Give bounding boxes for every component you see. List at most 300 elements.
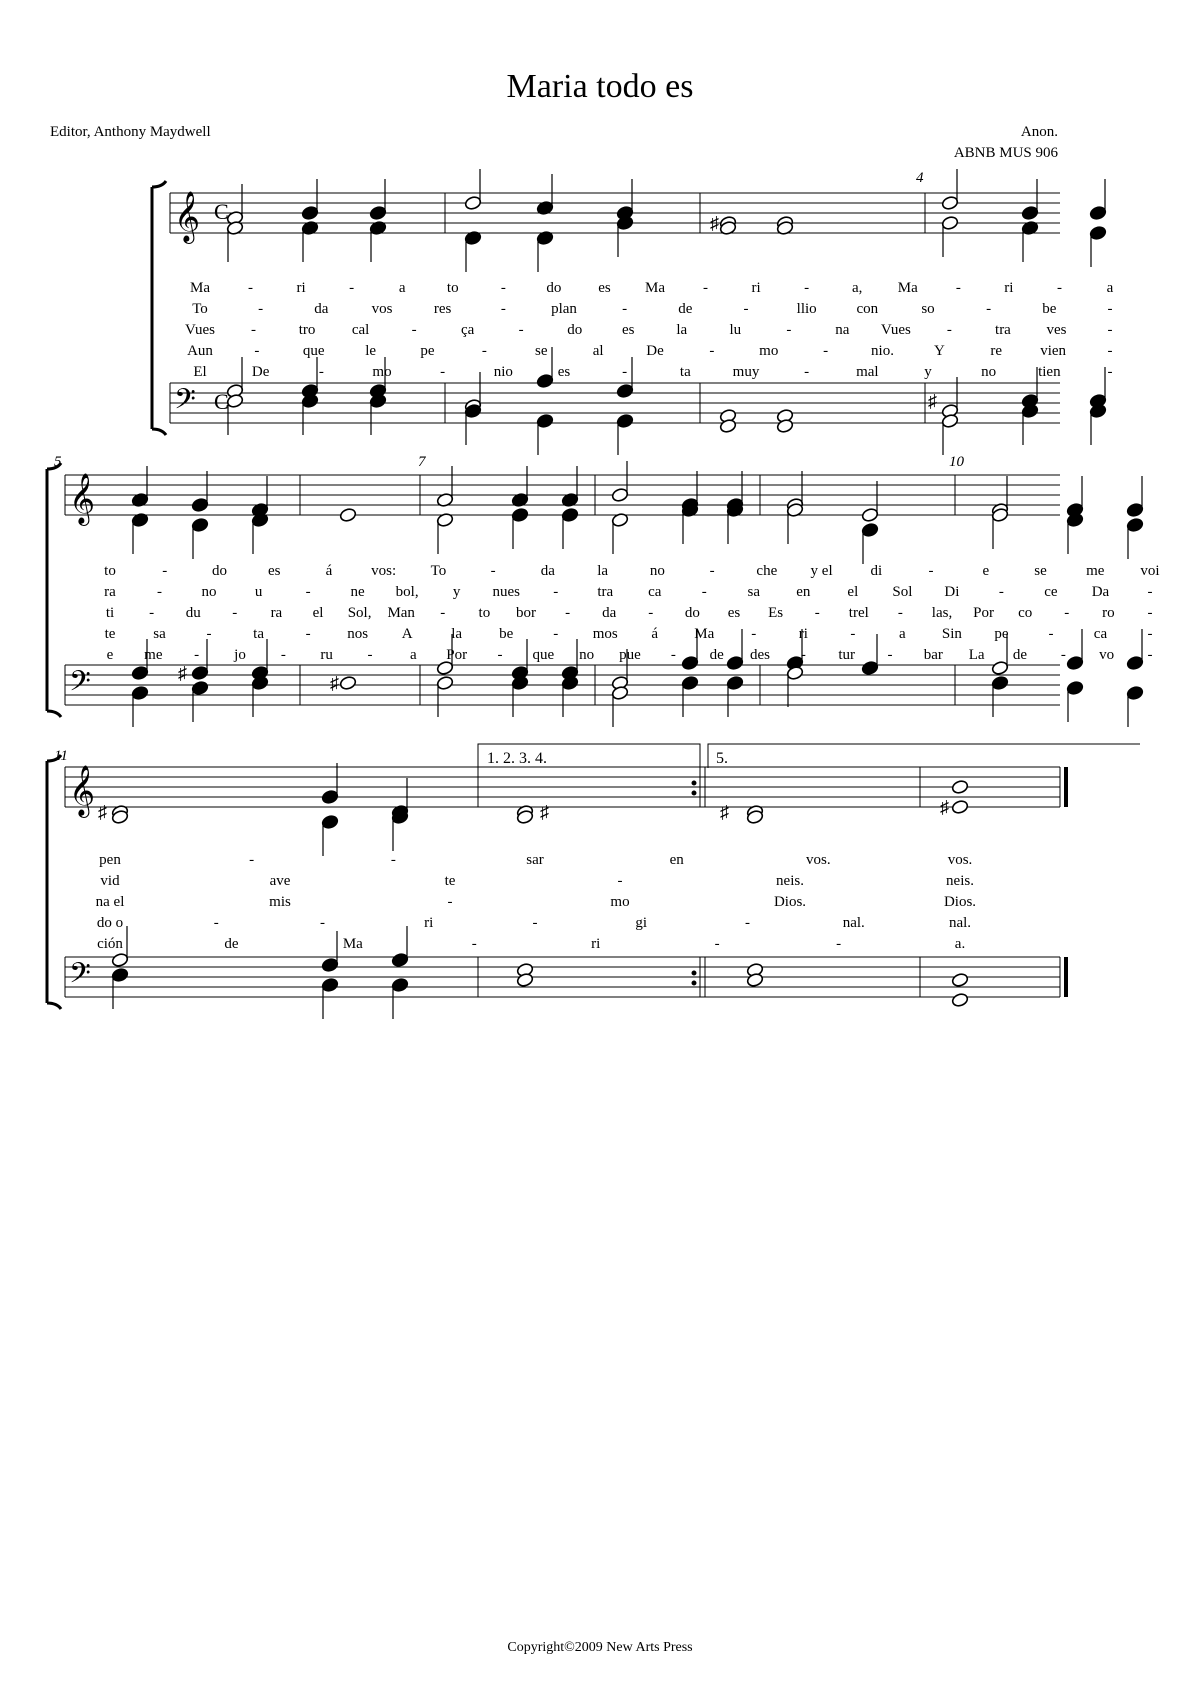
lyric-syllable: e <box>982 563 990 579</box>
lyric-syllable: ri <box>798 626 808 642</box>
lyric-syllable: le <box>365 343 377 359</box>
lyric-syllable: es <box>557 364 571 380</box>
lyric-syllable: - <box>1107 301 1113 317</box>
note-head <box>941 215 959 230</box>
treble-clef-icon: 𝄞 <box>69 765 96 816</box>
note-head <box>191 497 209 512</box>
lyric-syllable: mo <box>610 894 630 910</box>
note-head <box>941 195 959 210</box>
lyric-syllable: - <box>823 343 829 359</box>
lyric-syllable: sa <box>747 584 761 600</box>
lyric-syllable: ne <box>350 584 365 600</box>
repeat-dot <box>692 791 696 795</box>
lyric-syllable: - <box>998 584 1004 600</box>
lyric-syllable: - <box>320 915 325 931</box>
lyric-syllable: - <box>157 584 163 600</box>
lyric-syllable: Sol, <box>347 605 372 621</box>
lyric-syllable: pen <box>99 852 121 868</box>
lyric-syllable: - <box>565 605 571 621</box>
lyric-syllable: De <box>646 343 664 359</box>
note-head <box>321 789 339 804</box>
lyric-syllable: vos <box>371 301 393 317</box>
lyric-syllable: es <box>267 563 281 579</box>
lyric-syllable: y <box>924 364 932 380</box>
note-head <box>321 977 339 992</box>
lyric-syllable: - <box>390 852 396 868</box>
lyric-syllable: - <box>248 280 254 296</box>
note-head <box>1089 205 1107 220</box>
lyric-syllable: es <box>621 322 635 338</box>
note-head <box>131 685 149 700</box>
lyric-syllable: vid <box>100 873 120 889</box>
note-head <box>511 507 529 522</box>
lyric-syllable: - <box>251 322 257 338</box>
lyric-syllable: - <box>709 343 715 359</box>
note-head <box>681 655 699 670</box>
lyric-syllable: cal <box>351 322 370 338</box>
lyric-syllable: do <box>211 563 227 579</box>
lyric-syllable: voi <box>1140 563 1160 579</box>
lyric-syllable: - <box>751 626 757 642</box>
note-head <box>726 675 744 690</box>
sharp-icon: ♯ <box>330 673 339 693</box>
note-head <box>1066 680 1084 695</box>
lyric-syllable: ra <box>270 605 283 621</box>
note-head <box>1126 655 1144 670</box>
lyric-syllable: - <box>887 647 893 663</box>
lyric-syllable: te <box>444 873 456 889</box>
lyric-syllable: se <box>1034 563 1047 579</box>
lyric-syllable: nos <box>347 626 369 642</box>
lyric-syllable: Por <box>973 605 995 621</box>
lyric-syllable: Man <box>387 605 415 621</box>
lyric-syllable: no <box>981 364 997 380</box>
lyric-syllable: - <box>1107 343 1113 359</box>
lyric-syllable: ri <box>424 915 434 931</box>
lyric-syllable: - <box>800 647 806 663</box>
lyric-syllable: - <box>709 563 715 579</box>
lyric-syllable: Es <box>768 605 784 621</box>
lyric-syllable: Ma <box>342 936 363 952</box>
lyric-syllable: nio <box>493 364 513 380</box>
lyric-syllable: - <box>670 647 676 663</box>
lyric-syllable: - <box>836 936 842 952</box>
note-head <box>561 507 579 522</box>
lyric-syllable: al <box>592 343 604 359</box>
lyric-syllable: be <box>1042 301 1057 317</box>
lyric-syllable: - <box>280 647 286 663</box>
lyric-syllable: da <box>314 301 329 317</box>
lyric-syllable: que <box>532 647 555 663</box>
note-head <box>339 675 357 690</box>
bass-clef-icon: 𝄢 <box>69 665 91 705</box>
lyric-syllable: do o <box>96 915 124 931</box>
lyric-syllable: con <box>856 301 879 317</box>
note-head <box>616 413 634 428</box>
lyric-syllable: - <box>648 605 654 621</box>
repeat-dot <box>692 981 696 985</box>
sharp-icon: ♯ <box>710 213 719 233</box>
lyric-syllable: - <box>745 915 750 931</box>
sharp-icon: ♯ <box>720 802 729 822</box>
lyric-syllable: Y <box>933 343 945 359</box>
lyric-syllable: y <box>452 584 461 600</box>
note-head <box>1126 685 1144 700</box>
lyric-syllable: a <box>398 280 406 296</box>
lyric-syllable: - <box>1060 647 1066 663</box>
lyric-syllable: - <box>349 280 355 296</box>
lyric-syllable: nal. <box>948 915 972 931</box>
lyric-syllable: Ma <box>694 626 715 642</box>
note-head <box>191 517 209 532</box>
lyric-syllable: - <box>440 364 446 380</box>
lyric-syllable: no <box>201 584 217 600</box>
lyric-syllable: lu <box>729 322 742 338</box>
lyric-syllable: la <box>676 322 688 338</box>
note-head <box>616 383 634 398</box>
lyric-syllable: a <box>409 647 417 663</box>
lyric-syllable: - <box>532 915 538 931</box>
lyric-syllable: trel <box>848 605 869 621</box>
lyric-syllable: do <box>567 322 583 338</box>
lyric-syllable: - <box>500 301 506 317</box>
lyric-syllable: - <box>804 364 810 380</box>
lyric-syllable: - <box>955 280 961 296</box>
lyric-syllable: do <box>546 280 562 296</box>
note-head <box>339 507 357 522</box>
note-head <box>536 373 554 388</box>
lyric-syllable: - <box>206 626 212 642</box>
lyric-syllable: tra <box>995 322 1011 338</box>
bracket-icon <box>47 463 61 717</box>
lyric-syllable: - <box>481 343 487 359</box>
lyric-syllable: - <box>1064 605 1070 621</box>
lyric-syllable: ca <box>1093 626 1108 642</box>
lyric-syllable: tur <box>838 647 855 663</box>
lyric-syllable: - <box>1147 584 1153 600</box>
lyric-syllable: a. <box>954 936 966 952</box>
lyric-syllable: To <box>192 301 208 317</box>
lyric-syllable: - <box>1056 280 1062 296</box>
sharp-icon: ♯ <box>178 663 187 683</box>
lyric-syllable: - <box>1048 626 1054 642</box>
lyric-syllable: neis. <box>946 873 974 889</box>
lyric-syllable: gi <box>635 915 648 931</box>
lyric-syllable: - <box>1147 626 1153 642</box>
lyric-syllable: nues <box>492 584 520 600</box>
lyric-syllable: - <box>714 936 720 952</box>
lyric-syllable: ça <box>460 322 475 338</box>
note-head <box>991 660 1009 675</box>
lyric-syllable: so <box>921 301 935 317</box>
lyric-syllable: - <box>367 647 373 663</box>
note-head <box>861 507 879 522</box>
lyric-syllable: - <box>553 626 559 642</box>
lyric-syllable: en <box>796 584 811 600</box>
lyric-syllable: - <box>213 915 219 931</box>
lyric-syllable: re <box>990 343 1003 359</box>
lyric-syllable: es <box>727 605 741 621</box>
lyric-syllable: que <box>302 343 325 359</box>
lyric-syllable: - <box>440 605 446 621</box>
lyric-syllable: a, <box>852 280 863 296</box>
lyric-syllable: vos. <box>806 852 831 868</box>
lyric-syllable: Sin <box>941 626 962 642</box>
lyric-syllable: Sol <box>892 584 913 600</box>
note-head <box>321 957 339 972</box>
lyric-syllable: - <box>1147 605 1153 621</box>
lyric-syllable: Ma <box>645 280 665 296</box>
copyright-notice: Copyright©2009 New Arts Press <box>507 1640 693 1655</box>
lyric-syllable: ti <box>105 605 115 621</box>
note-head <box>391 952 409 967</box>
lyric-syllable: pe <box>420 343 435 359</box>
sharp-icon: ♯ <box>928 391 937 411</box>
volta-2-bracket <box>708 744 1140 768</box>
sharp-icon: ♯ <box>98 802 107 822</box>
bracket-icon <box>47 755 61 1009</box>
lyric-syllable: - <box>701 584 707 600</box>
lyric-syllable: bar <box>923 647 943 663</box>
lyric-syllable: mo <box>372 364 392 380</box>
lyric-syllable: La <box>968 647 985 663</box>
lyric-syllable: des <box>750 647 770 663</box>
lyric-syllable: to <box>478 605 491 621</box>
lyric-syllable: - <box>471 936 477 952</box>
time-signature: C <box>214 199 229 224</box>
measure-number: 11 <box>54 748 68 764</box>
lyric-syllable: de <box>709 647 724 663</box>
lyric-syllable: Di <box>944 584 960 600</box>
lyric-syllable: pe <box>994 626 1009 642</box>
lyric-syllable: De <box>251 364 270 380</box>
lyric-syllable: - <box>249 852 255 868</box>
volta-1-label: 1. 2. 3. 4. <box>487 750 547 767</box>
repeat-dot <box>692 971 696 975</box>
lyric-syllable: - <box>786 322 792 338</box>
lyric-syllable: ra <box>104 584 116 600</box>
lyric-syllable: ca <box>648 584 662 600</box>
note-head <box>464 195 482 210</box>
composer-credit: Anon. <box>1020 124 1058 140</box>
lyric-syllable: Aun <box>187 343 213 359</box>
note-head <box>1021 205 1039 220</box>
lyric-syllable: Da <box>1091 584 1110 600</box>
lyric-syllable: - <box>518 322 524 338</box>
note-head <box>301 205 319 220</box>
lyric-syllable: es <box>598 280 611 296</box>
note-head <box>1066 655 1084 670</box>
lyric-syllable: ro <box>1102 605 1115 621</box>
lyric-syllable: - <box>928 563 934 579</box>
note-head <box>991 675 1009 690</box>
lyric-syllable: El <box>193 364 207 380</box>
lyric-syllable: vien <box>1040 343 1067 359</box>
lyric-syllable: ri <box>296 280 306 296</box>
lyric-syllable: la <box>451 626 463 642</box>
note-head <box>1089 225 1107 240</box>
lyric-syllable: ción <box>97 936 123 952</box>
note-head <box>1126 502 1144 517</box>
note-head <box>951 972 969 987</box>
lyric-syllable: - <box>1107 322 1113 338</box>
lyric-syllable: - <box>553 584 559 600</box>
time-signature: C <box>214 389 229 414</box>
lyric-syllable: a <box>1106 280 1114 296</box>
lyric-syllable: res <box>433 301 452 317</box>
note-head <box>1126 517 1144 532</box>
lyric-syllable: - <box>617 873 623 889</box>
lyric-syllable: llio <box>796 301 817 317</box>
lyric-syllable: che <box>756 563 778 579</box>
lyric-syllable: tien <box>1038 364 1061 380</box>
note-head <box>861 660 879 675</box>
lyric-syllable: el <box>847 584 859 600</box>
lyric-syllable: vos: <box>371 563 397 579</box>
lyric-syllable: á <box>651 626 659 642</box>
lyric-syllable: ves <box>1046 322 1067 338</box>
note-head <box>391 977 409 992</box>
lyric-syllable: a <box>899 626 906 642</box>
lyric-syllable: en <box>669 852 684 868</box>
measure-number: 5 <box>54 454 62 470</box>
lyric-syllable: muy <box>732 364 760 380</box>
lyric-syllable: - <box>305 584 311 600</box>
note-head <box>611 487 629 502</box>
lyric-syllable: de <box>224 936 239 952</box>
sharp-icon: ♯ <box>540 802 549 822</box>
repeat-dot <box>692 781 696 785</box>
lyric-syllable: to <box>104 563 116 579</box>
note-head <box>536 413 554 428</box>
note-head <box>111 967 129 982</box>
lyric-syllable: - <box>814 605 820 621</box>
note-head <box>861 522 879 537</box>
lyric-syllable: co <box>1018 605 1033 621</box>
treble-clef-icon: 𝄞 <box>174 191 201 242</box>
lyric-syllable: no <box>579 647 595 663</box>
lyric-syllable: - <box>497 647 503 663</box>
lyric-syllable: du <box>185 605 201 621</box>
lyric-syllable: vo <box>1099 647 1115 663</box>
lyric-syllable: e <box>106 647 114 663</box>
lyric-syllable: - <box>850 626 856 642</box>
lyric-syllable: u <box>254 584 263 600</box>
lyric-syllable: ce <box>1044 584 1058 600</box>
bracket-icon <box>152 181 166 435</box>
lyric-syllable: - <box>986 301 992 317</box>
note-head <box>131 665 149 680</box>
lyric-syllable: - <box>622 301 628 317</box>
lyric-syllable: - <box>194 647 200 663</box>
lyric-syllable: to <box>446 280 459 296</box>
lyric-syllable: se <box>535 343 548 359</box>
lyric-syllable: nio. <box>871 343 894 359</box>
lyric-syllable: nal. <box>842 915 865 931</box>
volta-2-label: 5. <box>716 750 728 767</box>
lyric-syllable: ri <box>591 936 601 952</box>
lyric-syllable: ri <box>1004 280 1014 296</box>
lyric-syllable: ta <box>679 364 691 380</box>
lyric-syllable: me <box>144 647 163 663</box>
note-head <box>111 952 129 967</box>
lyric-syllable: pue <box>619 647 641 663</box>
lyric-syllable: plan <box>551 301 577 317</box>
lyric-syllable: - <box>1147 647 1153 663</box>
lyric-syllable: me <box>1086 563 1105 579</box>
lyric-syllable: mis <box>269 894 291 910</box>
lyric-syllable: do <box>684 605 700 621</box>
measure-number: 4 <box>916 170 924 186</box>
lyric-syllable: mos <box>592 626 618 642</box>
lyric-syllable: te <box>104 626 116 642</box>
note-head <box>191 680 209 695</box>
lyric-syllable: - <box>897 605 903 621</box>
lyric-syllable: - <box>232 605 238 621</box>
note-head <box>951 799 969 814</box>
lyric-syllable: el <box>312 605 324 621</box>
lyric-syllable: Ma <box>190 280 210 296</box>
lyric-syllable: ru <box>320 647 333 663</box>
lyric-syllable: tra <box>597 584 614 600</box>
lyric-syllable: bor <box>516 605 536 621</box>
lyric-syllable: las, <box>931 605 953 621</box>
measure-number: 7 <box>418 454 426 470</box>
lyric-syllable: - <box>254 343 260 359</box>
lyric-syllable: - <box>411 322 417 338</box>
editor-credit: Editor, Anthony Maydwell <box>50 124 211 140</box>
lyric-syllable: tro <box>298 322 316 338</box>
lyric-syllable: á <box>325 563 333 579</box>
lyric-syllable: da <box>602 605 617 621</box>
lyric-syllable: da <box>540 563 555 579</box>
lyric-syllable: na el <box>95 894 125 910</box>
lyric-syllable: be <box>499 626 514 642</box>
lyric-syllable: To <box>430 563 447 579</box>
lyric-syllable: Dios. <box>943 894 977 910</box>
lyric-syllable: Vues <box>880 322 911 338</box>
lyric-syllable: Vues <box>185 322 215 338</box>
lyric-syllable: - <box>946 322 952 338</box>
lyric-syllable: na <box>835 322 850 338</box>
lyric-syllable: sa <box>153 626 166 642</box>
lyric-syllable: mal <box>856 364 879 380</box>
sharp-icon: ♯ <box>940 797 949 817</box>
note-head <box>726 655 744 670</box>
bass-clef-icon: 𝄢 <box>69 957 91 997</box>
lyric-syllable: Dios. <box>773 894 807 910</box>
note-head <box>321 814 339 829</box>
lyric-syllable: - <box>490 563 496 579</box>
lyric-syllable: la <box>597 563 609 579</box>
lyric-syllable: - <box>305 626 311 642</box>
lyric-syllable: A <box>401 626 413 642</box>
source-reference: ABNB MUS 906 <box>953 145 1058 161</box>
treble-clef-icon: 𝄞 <box>69 473 96 524</box>
bass-clef-icon: 𝄢 <box>174 383 196 423</box>
lyric-syllable: - <box>500 280 506 296</box>
measure-number: 10 <box>949 454 964 470</box>
note-head <box>681 675 699 690</box>
lyric-syllable: - <box>447 894 453 910</box>
lyric-syllable: - <box>743 301 749 317</box>
lyric-syllable: sar <box>526 852 544 868</box>
lyric-syllable: de <box>1012 647 1028 663</box>
lyric-syllable: de <box>678 301 693 317</box>
note-head <box>436 675 454 690</box>
lyric-syllable: - <box>1107 364 1113 380</box>
lyric-syllable: vos. <box>947 852 973 868</box>
